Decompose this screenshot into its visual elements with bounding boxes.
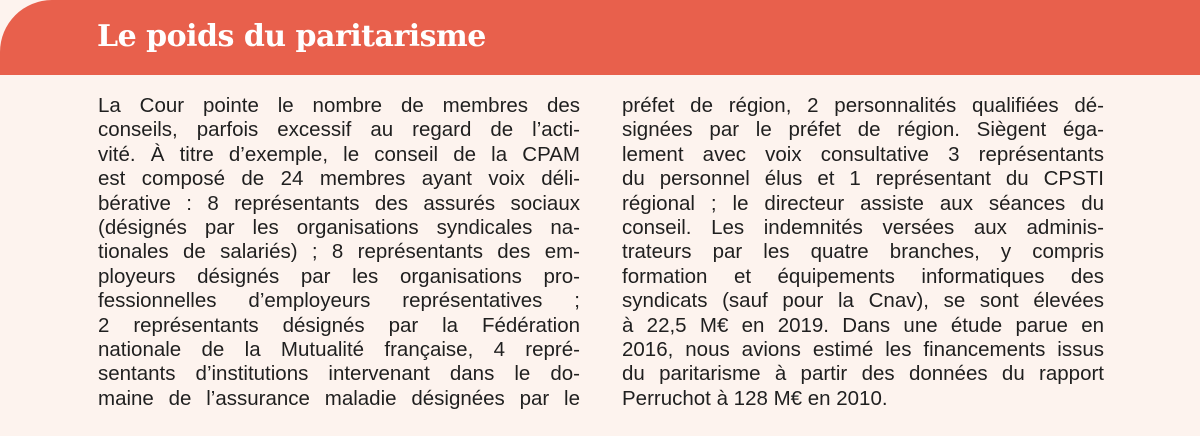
text-line: sentants d’institutions intervenant dans le do- xyxy=(98,362,580,386)
text-line: du paritarisme à partir des données du rapport xyxy=(622,362,1104,386)
text-line: conseil. Les indemnités versées aux adminis- xyxy=(622,215,1104,239)
text-line: conseils, parfois excessif au regard de l’acti- xyxy=(98,118,580,142)
text-column-right xyxy=(622,94,1104,411)
text-line: préfet de région, 2 personnalités qualifiées dé- xyxy=(622,94,1104,117)
text-line: La Cour pointe le nombre de membres des xyxy=(98,94,580,117)
text-line: trateurs par les quatre branches, y compris xyxy=(622,240,1104,264)
text-line: vité. À titre d’exemple, le conseil de la CPAM xyxy=(98,142,580,166)
box-title: Le poids du paritarisme xyxy=(97,19,486,54)
text-line: (désignés par les organisations syndicales na- xyxy=(98,215,580,239)
text-line: Perruchot à 128 M€ en 2010. xyxy=(622,386,888,410)
text-line: 2 représentants désignés par la Fédération xyxy=(98,313,580,337)
text-line: ployeurs désignés par les organisations pro- xyxy=(98,264,580,288)
text-line: tionales de salariés) ; 8 représentants des em- xyxy=(98,240,580,264)
text-column-left xyxy=(98,94,580,411)
text-line: à 22,5 M€ en 2019. Dans une étude parue en xyxy=(622,313,1104,337)
text-line: signées par le préfet de région. Siègent éga- xyxy=(622,118,1104,142)
text-line: 2016, nous avions estimé les financements issus xyxy=(622,337,1104,361)
text-line: nationale de la Mutualité française, 4 repré- xyxy=(98,337,580,361)
text-line: fessionnelles d’employeurs représentatives ; xyxy=(98,289,580,313)
text-line: maine de l’assurance maladie désignées par le xyxy=(98,386,580,410)
text-line: formation et équipements informatiques des xyxy=(622,264,1104,288)
text-line: bérative : 8 représentants des assurés sociaux xyxy=(98,191,580,215)
text-line: lement avec voix consultative 3 représentants xyxy=(622,142,1104,166)
title-band xyxy=(0,0,1200,75)
text-line: syndicats (sauf pour la Cnav), se sont élevées xyxy=(622,289,1104,313)
text-line: est composé de 24 membres ayant voix déli- xyxy=(98,167,580,191)
text-line: du personnel élus et 1 représentant du CPSTI xyxy=(622,167,1104,191)
text-line: régional ; le directeur assiste aux séances du xyxy=(622,191,1104,215)
